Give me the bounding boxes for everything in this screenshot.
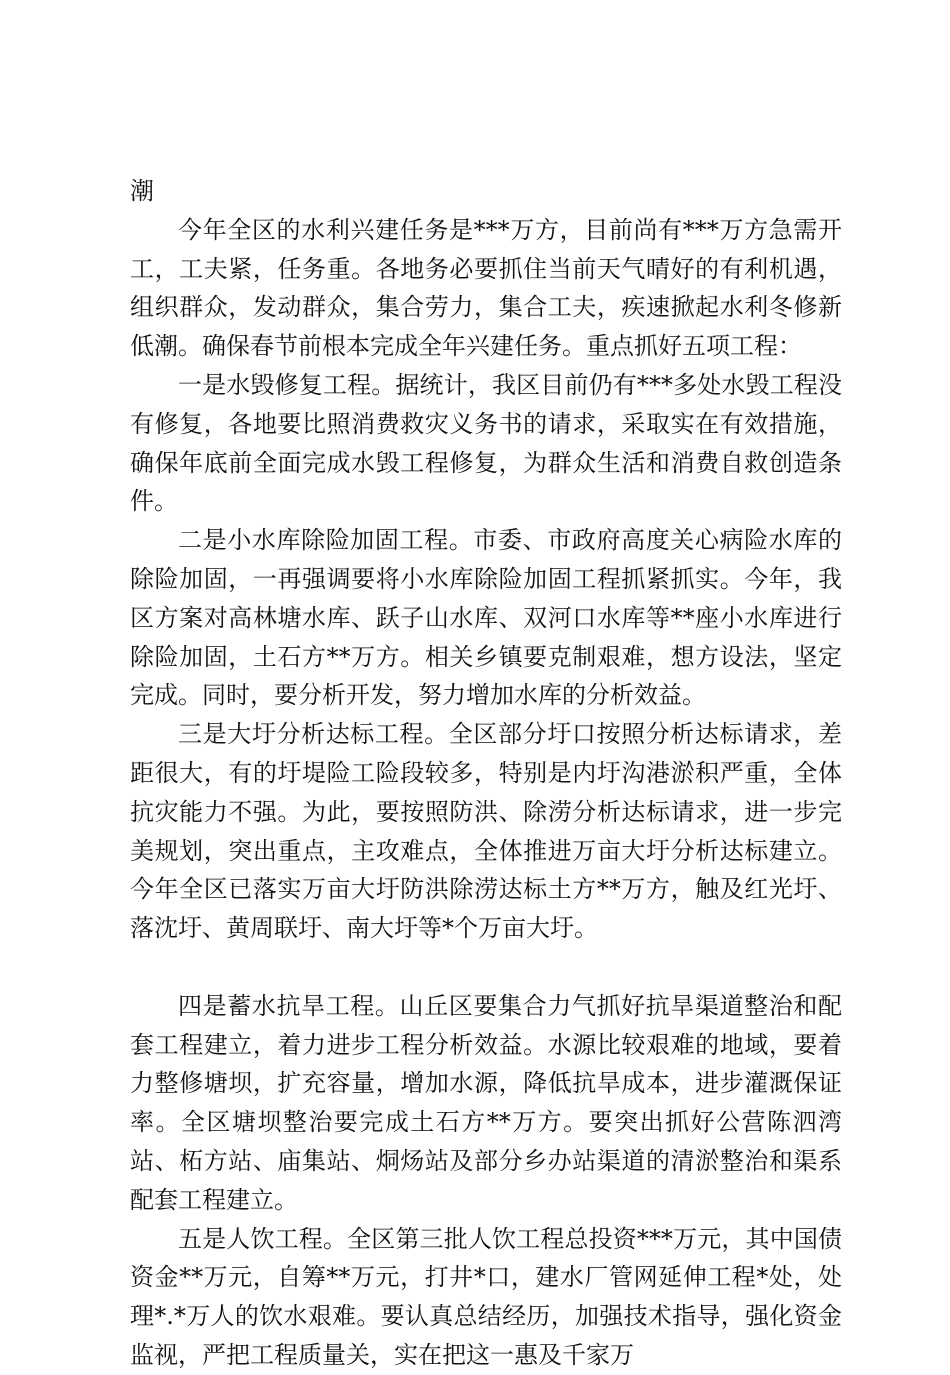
paragraph-project-3: 三是大圩分析达标工程。全区部分圩口按照分析达标请求，差距很大，有的圩堤险工险段较多，特别是内圩沟港淤积严重，全体抗灾能力不强。为此，要按照防洪、除涝分析达标请求，进一步完美规划，突出重点，主攻难点，全体推进万亩大圩分析达标建立。今年全区已落实万亩大圩防洪除涝达标土方**万方，触及红光圩、落沈圩、黄周联圩、南大圩等*个万亩大圩。 bbox=[130, 720, 842, 943]
paragraph-continuation: 潮 bbox=[130, 177, 154, 205]
paragraph-project-2: 二是小水库除险加固工程。市委、市政府高度关心病险水库的除险加固，一再强调要将小水库除险加固工程抓紧抓实。今年，我区方案对高林塘水库、跃子山水库、双河口水库等**座小水库进行除险加固，土石方**万方。相关乡镇要克制艰难，想方设法，坚定完成。同时，要分析开发，努力增加水库的分析效益。 bbox=[130, 526, 842, 710]
document-body bbox=[130, 172, 842, 1375]
paragraph-intro: 今年全区的水利兴建任务是***万方，目前尚有***万方急需开工，工夫紧，任务重。各地务必要抓住当前天气晴好的有利机遇，组织群众，发动群众，集合劳力，集合工夫，疾速掀起水利冬修新低潮。确保春节前根本完成全年兴建任务。重点抓好五项工程： bbox=[130, 215, 842, 361]
paragraph-project-5: 五是人饮工程。全区第三批人饮工程总投资***万元，其中国债资金**万元，自筹**万元，打井*口，建水厂管网延伸工程*处，处理*.*万人的饮水艰难。要认真总结经历，加强技术指导，强化资金监视，严把工程质量关，实在把这一惠及千家万 bbox=[130, 1224, 842, 1369]
paragraph-project-4: 四是蓄水抗旱工程。山丘区要集合力气抓好抗旱渠道整治和配套工程建立，着力进步工程分析效益。水源比较艰难的地域，要着力整修塘坝，扩充容量，增加水源，降低抗旱成本，进步灌溉保证率。全区塘坝整治要完成土石方**万方。要突出抓好公营陈泗湾站、柘方站、庙集站、烔炀站及部分乡办站渠道的清淤整治和渠系配套工程建立。 bbox=[130, 991, 842, 1214]
paragraph-project-1: 一是水毁修复工程。据统计，我区目前仍有***多处水毁工程没有修复，各地要比照消费救灾义务书的请求，采取实在有效措施，确保年底前全面完成水毁工程修复，为群众生活和消费自救创造条件。 bbox=[130, 370, 842, 516]
